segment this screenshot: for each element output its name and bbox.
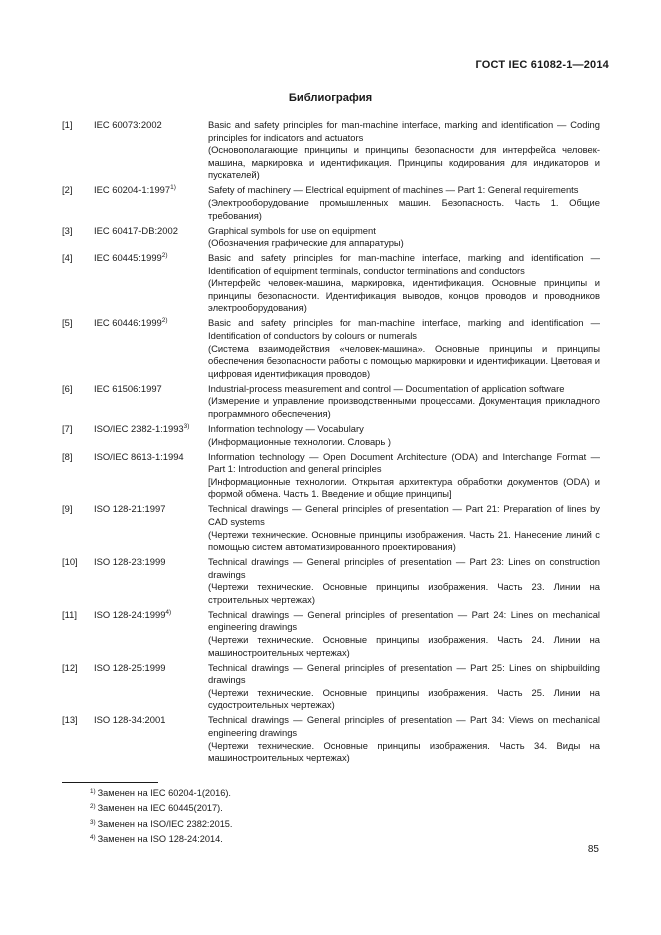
entry-description	[208, 119, 600, 182]
entry-number: [6]	[62, 382, 73, 394]
footnote-divider	[62, 782, 158, 783]
entry-number: [11]	[62, 608, 77, 620]
entry-number: [4]	[62, 252, 73, 264]
footnote	[90, 786, 232, 801]
entry-title-ru: (Чертежи технические. Основные принципы изображения. Часть 21. Нанесение линий с помощью систем автоматизированного проектирования)	[208, 528, 600, 553]
footnotes	[90, 786, 232, 848]
footnote-text: Заменен на IEC 60445(2017).	[97, 803, 223, 814]
entry-standard-code	[94, 451, 208, 501]
footnote-text: Заменен на IEC 60204-1(2016).	[97, 788, 231, 798]
entry-standard-code	[94, 556, 208, 606]
standard-code-text: IEC 60445:1999	[94, 252, 162, 264]
entry-title-ru: (Чертежи технические. Основные принципы изображения. Часть 34. Виды на машиностроительных чертежах)	[208, 739, 600, 764]
entry-title-ru: (Чертежи технические. Основные принципы изображения. Часть 23. Линии на строительных чертежах)	[208, 581, 600, 605]
entry-number: [5]	[62, 317, 73, 329]
entry-title-ru: [Информационные технологии. Открытая архитектура обработки документов (ODA) и формой обмена. Часть 1. Введение и общие принципы]	[208, 475, 600, 500]
entry-description	[208, 184, 600, 222]
entry-title-en: Information technology — Vocabulary	[208, 423, 364, 434]
entry-title-en: Basic and safety principles for man-machine interface, marking and identification — Identification of conductors by colours or numerals	[208, 317, 600, 342]
entry-number: [8]	[62, 450, 73, 462]
entry-title-ru: (Интерфейс человек-машина, маркировка, идентификация. Основные принципы и принципы безопасности. Идентификация выводов, концов проводов и проводников электрооборудования)	[208, 277, 600, 314]
standard-code-text: ISO 128-23:1999	[94, 556, 166, 568]
bibliography-entry	[62, 252, 600, 315]
page-title: Библиография	[288, 92, 373, 104]
entry-number: [7]	[62, 423, 73, 434]
entry-standard-code	[94, 503, 208, 553]
entry-description	[208, 252, 600, 315]
footnote-text: Заменен на ISO 128-24:2014.	[97, 834, 223, 845]
footnote-mark: 3)	[90, 818, 96, 826]
entry-standard-code	[94, 225, 208, 250]
standard-code-text: IEC 60204-1:1997	[94, 184, 171, 196]
bibliography-entry	[62, 503, 600, 553]
entry-number: [3]	[62, 224, 73, 236]
bibliography-entry	[62, 609, 600, 659]
entry-standard-code	[94, 714, 208, 764]
document-header: ГОСТ IEC 61082-1—2014	[475, 59, 609, 71]
standard-code-text: ISO/IEC 2382-1:1993	[94, 423, 184, 434]
bibliography-entry	[62, 383, 600, 421]
footnote-mark: 4)	[90, 834, 96, 842]
entry-standard-code	[94, 609, 208, 659]
entry-standard-code	[94, 423, 208, 448]
footnote-marker: 1)	[170, 184, 176, 192]
entry-number: [2]	[62, 184, 73, 196]
entry-standard-code	[94, 184, 208, 222]
entry-description	[208, 317, 600, 380]
standard-code-text: ISO 128-24:1999	[94, 608, 166, 620]
entry-description	[208, 383, 600, 421]
page-number: 85	[587, 844, 599, 855]
entry-title-ru: (Система взаимодействия «человек-машина». Основные принципы и принципы обеспечения безопасности работы с помощью маркировки и идентификации. Цветовая и цифровая идентификация проводов)	[208, 342, 600, 379]
entry-title-en: Basic and safety principles for man-machine interface, marking and identification — Identification of equipment terminals, conductor terminations and conductors	[208, 252, 600, 276]
entry-description	[208, 556, 600, 606]
entry-title-ru: (Чертежи технические. Основные принципы изображения. Часть 24. Линии на машиностроительных чертежах)	[208, 634, 600, 658]
entry-title-en: Technical drawings — General principles of presentation — Part 23: Lines on construction drawings	[208, 556, 600, 580]
standard-code-text: ISO 128-34:2001	[94, 714, 166, 726]
bibliography-entry	[62, 714, 600, 764]
entry-standard-code	[94, 252, 208, 315]
entry-description	[208, 451, 600, 501]
entry-title-en: Information technology — Open Document Architecture (ODA) and Interchange Format — Part 1: Introduction and general principles	[208, 450, 600, 475]
footnote-text: Заменен на ISO/IEC 2382:2015.	[97, 818, 233, 829]
entry-standard-code	[94, 662, 208, 712]
footnote	[90, 817, 232, 832]
footnote-marker: 2)	[161, 317, 168, 325]
standard-code-text: IEC 60073:2002	[94, 119, 162, 130]
entry-number: [12]	[62, 661, 78, 673]
entry-title-en: Technical drawings — General principles of presentation — Part 25: Lines on shipbuilding drawings	[208, 661, 600, 686]
entry-description	[208, 423, 600, 448]
entry-number: [10]	[62, 556, 78, 568]
entry-title-ru: (Обозначения графические для аппаратуры)	[208, 237, 404, 249]
entry-description	[208, 662, 600, 712]
bibliography-entry	[62, 119, 600, 182]
entry-standard-code	[94, 317, 208, 380]
footnote-marker: 3)	[183, 423, 190, 430]
bibliography-list	[62, 119, 600, 767]
entry-description	[208, 503, 600, 553]
entry-description	[208, 714, 600, 764]
footnote-mark: 2)	[90, 803, 96, 811]
entry-title-ru: (Электрооборудование промышленных машин. Безопасность. Часть 1. Общие требования)	[208, 196, 600, 221]
standard-code-text: IEC 61506:1997	[94, 382, 162, 394]
entry-description	[208, 225, 600, 250]
entry-title-en: Industrial-process measurement and control — Documentation of application software	[208, 382, 565, 394]
entry-title-ru: (Информационные технологии. Словарь )	[208, 435, 392, 447]
entry-number: [9]	[62, 503, 73, 515]
footnote-marker: 2)	[161, 252, 168, 260]
bibliography-entry	[62, 225, 600, 250]
entry-title-en: Graphical symbols for use on equipment	[208, 224, 376, 236]
bibliography-entry	[62, 317, 600, 380]
entry-title-en: Technical drawings — General principles of presentation — Part 24: Lines on mechanical engineering drawings	[208, 608, 600, 633]
bibliography-entry	[62, 556, 600, 606]
bibliography-entry	[62, 451, 600, 501]
bibliography-entry	[62, 662, 600, 712]
entry-number: [1]	[62, 119, 73, 130]
footnote	[90, 801, 232, 816]
footnote-mark: 1)	[90, 788, 96, 795]
entry-standard-code	[94, 119, 208, 182]
standard-code-text: ISO 128-21:1997	[94, 503, 166, 515]
entry-title-en: Basic and safety principles for man-machine interface, marking and identification — Coding principles for indicators and actuators	[208, 119, 600, 143]
entry-standard-code	[94, 383, 208, 421]
entry-number: [13]	[62, 714, 78, 726]
standard-code-text: IEC 60417-DB:2002	[94, 224, 178, 236]
standard-code-text: IEC 60446:1999	[94, 317, 162, 329]
standard-code-text: ISO/IEC 8613-1:1994	[94, 450, 184, 462]
entry-title-en: Technical drawings — General principles of presentation — Part 21: Preparation of lines by CAD systems	[208, 503, 600, 527]
entry-title-ru: (Чертежи технические. Основные принципы изображения. Часть 25. Линии на судостроительных чертежах)	[208, 686, 600, 711]
entry-title-en: Technical drawings — General principles of presentation — Part 34: Views on mechanical engineering drawings	[208, 714, 600, 738]
bibliography-entry	[62, 423, 600, 448]
bibliography-entry	[62, 184, 600, 222]
entry-title-ru: (Основополагающие принципы и принципы безопасности для интерфейса человек-машина, маркировка и идентификация. Принципы кодирования для индикаторов и пускателей)	[208, 144, 600, 181]
entry-title-en: Safety of machinery — Electrical equipment of machines — Part 1: General requirements	[208, 184, 579, 196]
footnote-marker: 4)	[165, 608, 172, 616]
entry-title-ru: (Измерение и управление производственными процессами. Документация прикладного программного обеспечения)	[208, 395, 600, 420]
standard-code-text: ISO 128-25:1999	[94, 661, 166, 673]
entry-description	[208, 609, 600, 659]
footnote	[90, 832, 232, 847]
